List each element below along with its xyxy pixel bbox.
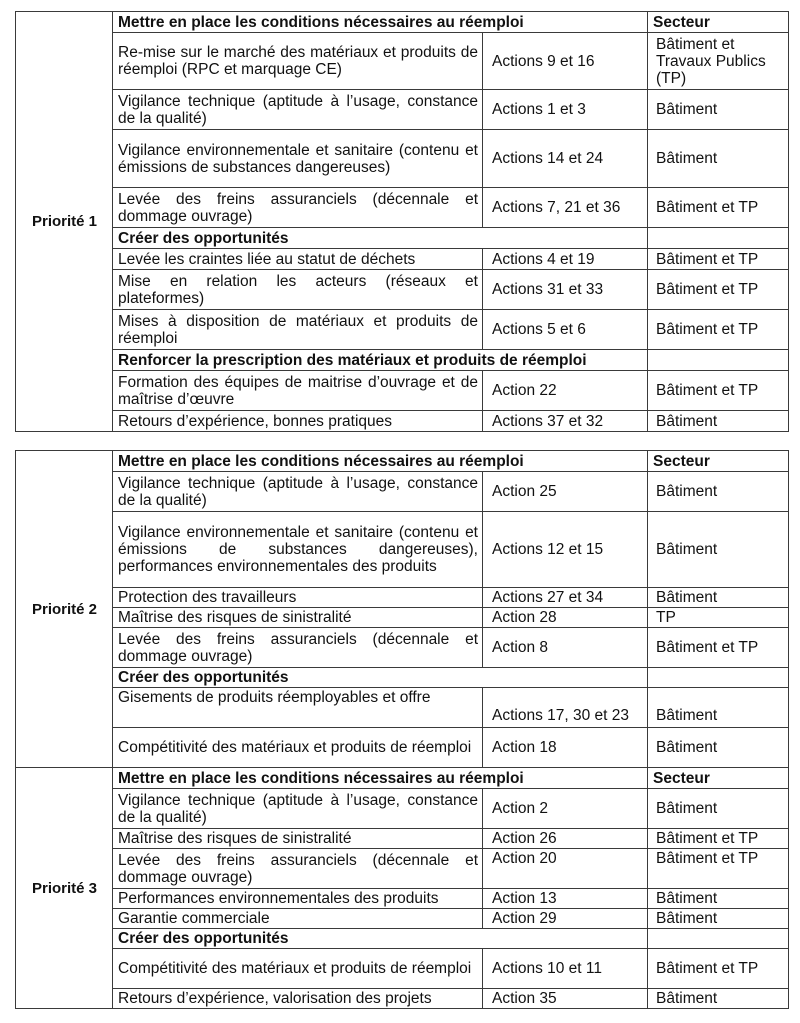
table-row xyxy=(16,688,789,728)
row-description: Levée des freins assuranciels (décennale et dommage ouvrage) xyxy=(113,188,483,228)
section-header: Mettre en place les conditions nécessaires au réemploi xyxy=(113,768,648,789)
row-actions: Action 18 xyxy=(483,728,648,768)
row-description: Mises à disposition de matériaux et produits de réemploi xyxy=(113,310,483,350)
row-description: Vigilance technique (aptitude à l’usage, constance de la qualité) xyxy=(113,789,483,829)
row-actions: Action 13 xyxy=(483,889,648,909)
table-row xyxy=(16,989,789,1009)
row-description: Levée les craintes liée au statut de déchets xyxy=(113,249,483,270)
row-actions: Action 20 xyxy=(483,849,648,889)
table-row xyxy=(16,889,789,909)
table-row xyxy=(16,90,789,130)
table-row xyxy=(16,249,789,270)
row-description: Re-mise sur le marché des matériaux et produits de réemploi (RPC et marquage CE) xyxy=(113,33,483,90)
row-sector: Bâtiment et TP xyxy=(648,371,789,411)
priority-label: Priorité 2 xyxy=(16,451,113,768)
row-actions: Actions 14 et 24 xyxy=(483,130,648,188)
row-sector: Bâtiment xyxy=(648,789,789,829)
section-header: Mettre en place les conditions nécessaires au réemploi xyxy=(113,451,648,472)
table-row xyxy=(16,588,789,608)
table-row xyxy=(16,371,789,411)
row-description: Retours d’expérience, valorisation des projets xyxy=(113,989,483,1009)
row-actions: Actions 31 et 33 xyxy=(483,270,648,310)
priority-3-table xyxy=(15,767,789,1009)
section-header-row xyxy=(16,768,789,789)
table-row xyxy=(16,512,789,588)
priority-label: Priorité 1 xyxy=(16,12,113,432)
row-actions: Actions 1 et 3 xyxy=(483,90,648,130)
row-description: Vigilance technique (aptitude à l’usage, constance de la qualité) xyxy=(113,472,483,512)
section-header: Créer des opportunités xyxy=(113,668,648,688)
priority-label: Priorité 3 xyxy=(16,768,113,1009)
row-description: Garantie commerciale xyxy=(113,909,483,929)
row-description: Vigilance environnementale et sanitaire (contenu et émissions de substances dangereuses), performances environnementales des produits xyxy=(113,512,483,588)
section-header-row xyxy=(16,12,789,33)
row-sector: Bâtiment xyxy=(648,130,789,188)
row-description: Gisements de produits réemployables et offre xyxy=(113,688,483,728)
row-sector: Bâtiment xyxy=(648,909,789,929)
row-sector: Bâtiment et TP xyxy=(648,829,789,849)
row-actions: Action 35 xyxy=(483,989,648,1009)
row-actions: Action 25 xyxy=(483,472,648,512)
row-sector: Bâtiment et TP xyxy=(648,188,789,228)
section-header: Mettre en place les conditions nécessaires au réemploi xyxy=(113,12,648,33)
sector-header: Secteur xyxy=(648,451,789,472)
row-sector: Bâtiment xyxy=(648,989,789,1009)
table-row xyxy=(16,411,789,432)
row-description: Protection des travailleurs xyxy=(113,588,483,608)
row-actions: Action 29 xyxy=(483,909,648,929)
section-header: Créer des opportunités xyxy=(113,929,648,949)
row-actions: Actions 5 et 6 xyxy=(483,310,648,350)
row-sector: Bâtiment et Travaux Publics (TP) xyxy=(648,33,789,90)
row-description: Compétitivité des matériaux et produits de réemploi xyxy=(113,728,483,768)
row-sector: Bâtiment et TP xyxy=(648,849,789,889)
sector-header: Secteur xyxy=(648,768,789,789)
row-description: Vigilance technique (aptitude à l’usage, constance de la qualité) xyxy=(113,90,483,130)
row-sector: Bâtiment et TP xyxy=(648,249,789,270)
table-row xyxy=(16,728,789,768)
section-header: Créer des opportunités xyxy=(113,228,648,249)
table-row xyxy=(16,829,789,849)
table-row xyxy=(16,789,789,829)
row-description: Compétitivité des matériaux et produits de réemploi xyxy=(113,949,483,989)
section-header-row xyxy=(16,228,789,249)
row-description: Formation des équipes de maitrise d’ouvrage et de maîtrise d’œuvre xyxy=(113,371,483,411)
table-row xyxy=(16,909,789,929)
row-description: Maîtrise des risques de sinistralité xyxy=(113,608,483,628)
section-header: Renforcer la prescription des matériaux et produits de réemploi xyxy=(113,350,648,371)
row-actions: Actions 10 et 11 xyxy=(483,949,648,989)
table-row xyxy=(16,130,789,188)
row-sector: Bâtiment xyxy=(648,472,789,512)
row-sector: Bâtiment xyxy=(648,512,789,588)
row-sector: Bâtiment et TP xyxy=(648,270,789,310)
section-header-row xyxy=(16,350,789,371)
sector-header: Secteur xyxy=(648,12,789,33)
row-sector: Bâtiment et TP xyxy=(648,628,789,668)
table-row xyxy=(16,33,789,90)
row-actions: Action 22 xyxy=(483,371,648,411)
row-sector: Bâtiment xyxy=(648,411,789,432)
row-sector: Bâtiment xyxy=(648,90,789,130)
row-sector: Bâtiment xyxy=(648,688,789,728)
row-description: Performances environnementales des produits xyxy=(113,889,483,909)
row-actions: Action 8 xyxy=(483,628,648,668)
row-actions: Action 28 xyxy=(483,608,648,628)
section-header-row xyxy=(16,929,789,949)
row-actions: Actions 7, 21 et 36 xyxy=(483,188,648,228)
empty-cell xyxy=(648,668,789,688)
table-row xyxy=(16,310,789,350)
row-description: Retours d’expérience, bonnes pratiques xyxy=(113,411,483,432)
row-sector: Bâtiment xyxy=(648,588,789,608)
row-actions: Actions 9 et 16 xyxy=(483,33,648,90)
row-description: Levée des freins assuranciels (décennale et dommage ouvrage) xyxy=(113,628,483,668)
row-actions: Actions 17, 30 et 23 xyxy=(483,688,648,728)
table-row xyxy=(16,628,789,668)
row-sector: Bâtiment xyxy=(648,889,789,909)
empty-cell xyxy=(648,929,789,949)
table-row xyxy=(16,608,789,628)
row-actions: Actions 37 et 32 xyxy=(483,411,648,432)
row-description: Vigilance environnementale et sanitaire (contenu et émissions de substances dangereuses) xyxy=(113,130,483,188)
row-actions: Actions 12 et 15 xyxy=(483,512,648,588)
row-description: Mise en relation les acteurs (réseaux et plateformes) xyxy=(113,270,483,310)
row-sector: TP xyxy=(648,608,789,628)
row-sector: Bâtiment et TP xyxy=(648,949,789,989)
row-actions: Actions 27 et 34 xyxy=(483,588,648,608)
row-actions: Action 2 xyxy=(483,789,648,829)
section-header-row xyxy=(16,451,789,472)
table-row xyxy=(16,949,789,989)
table-row xyxy=(16,270,789,310)
row-actions: Action 26 xyxy=(483,829,648,849)
row-description: Levée des freins assuranciels (décennale et dommage ouvrage) xyxy=(113,849,483,889)
row-description: Maîtrise des risques de sinistralité xyxy=(113,829,483,849)
row-sector: Bâtiment et TP xyxy=(648,310,789,350)
section-header-row xyxy=(16,668,789,688)
table-row xyxy=(16,849,789,889)
priority-2-table xyxy=(15,450,789,768)
row-sector: Bâtiment xyxy=(648,728,789,768)
empty-cell xyxy=(648,228,789,249)
row-actions: Actions 4 et 19 xyxy=(483,249,648,270)
empty-cell xyxy=(648,350,789,371)
table-row xyxy=(16,188,789,228)
table-row xyxy=(16,472,789,512)
priority-1-table xyxy=(15,11,789,432)
